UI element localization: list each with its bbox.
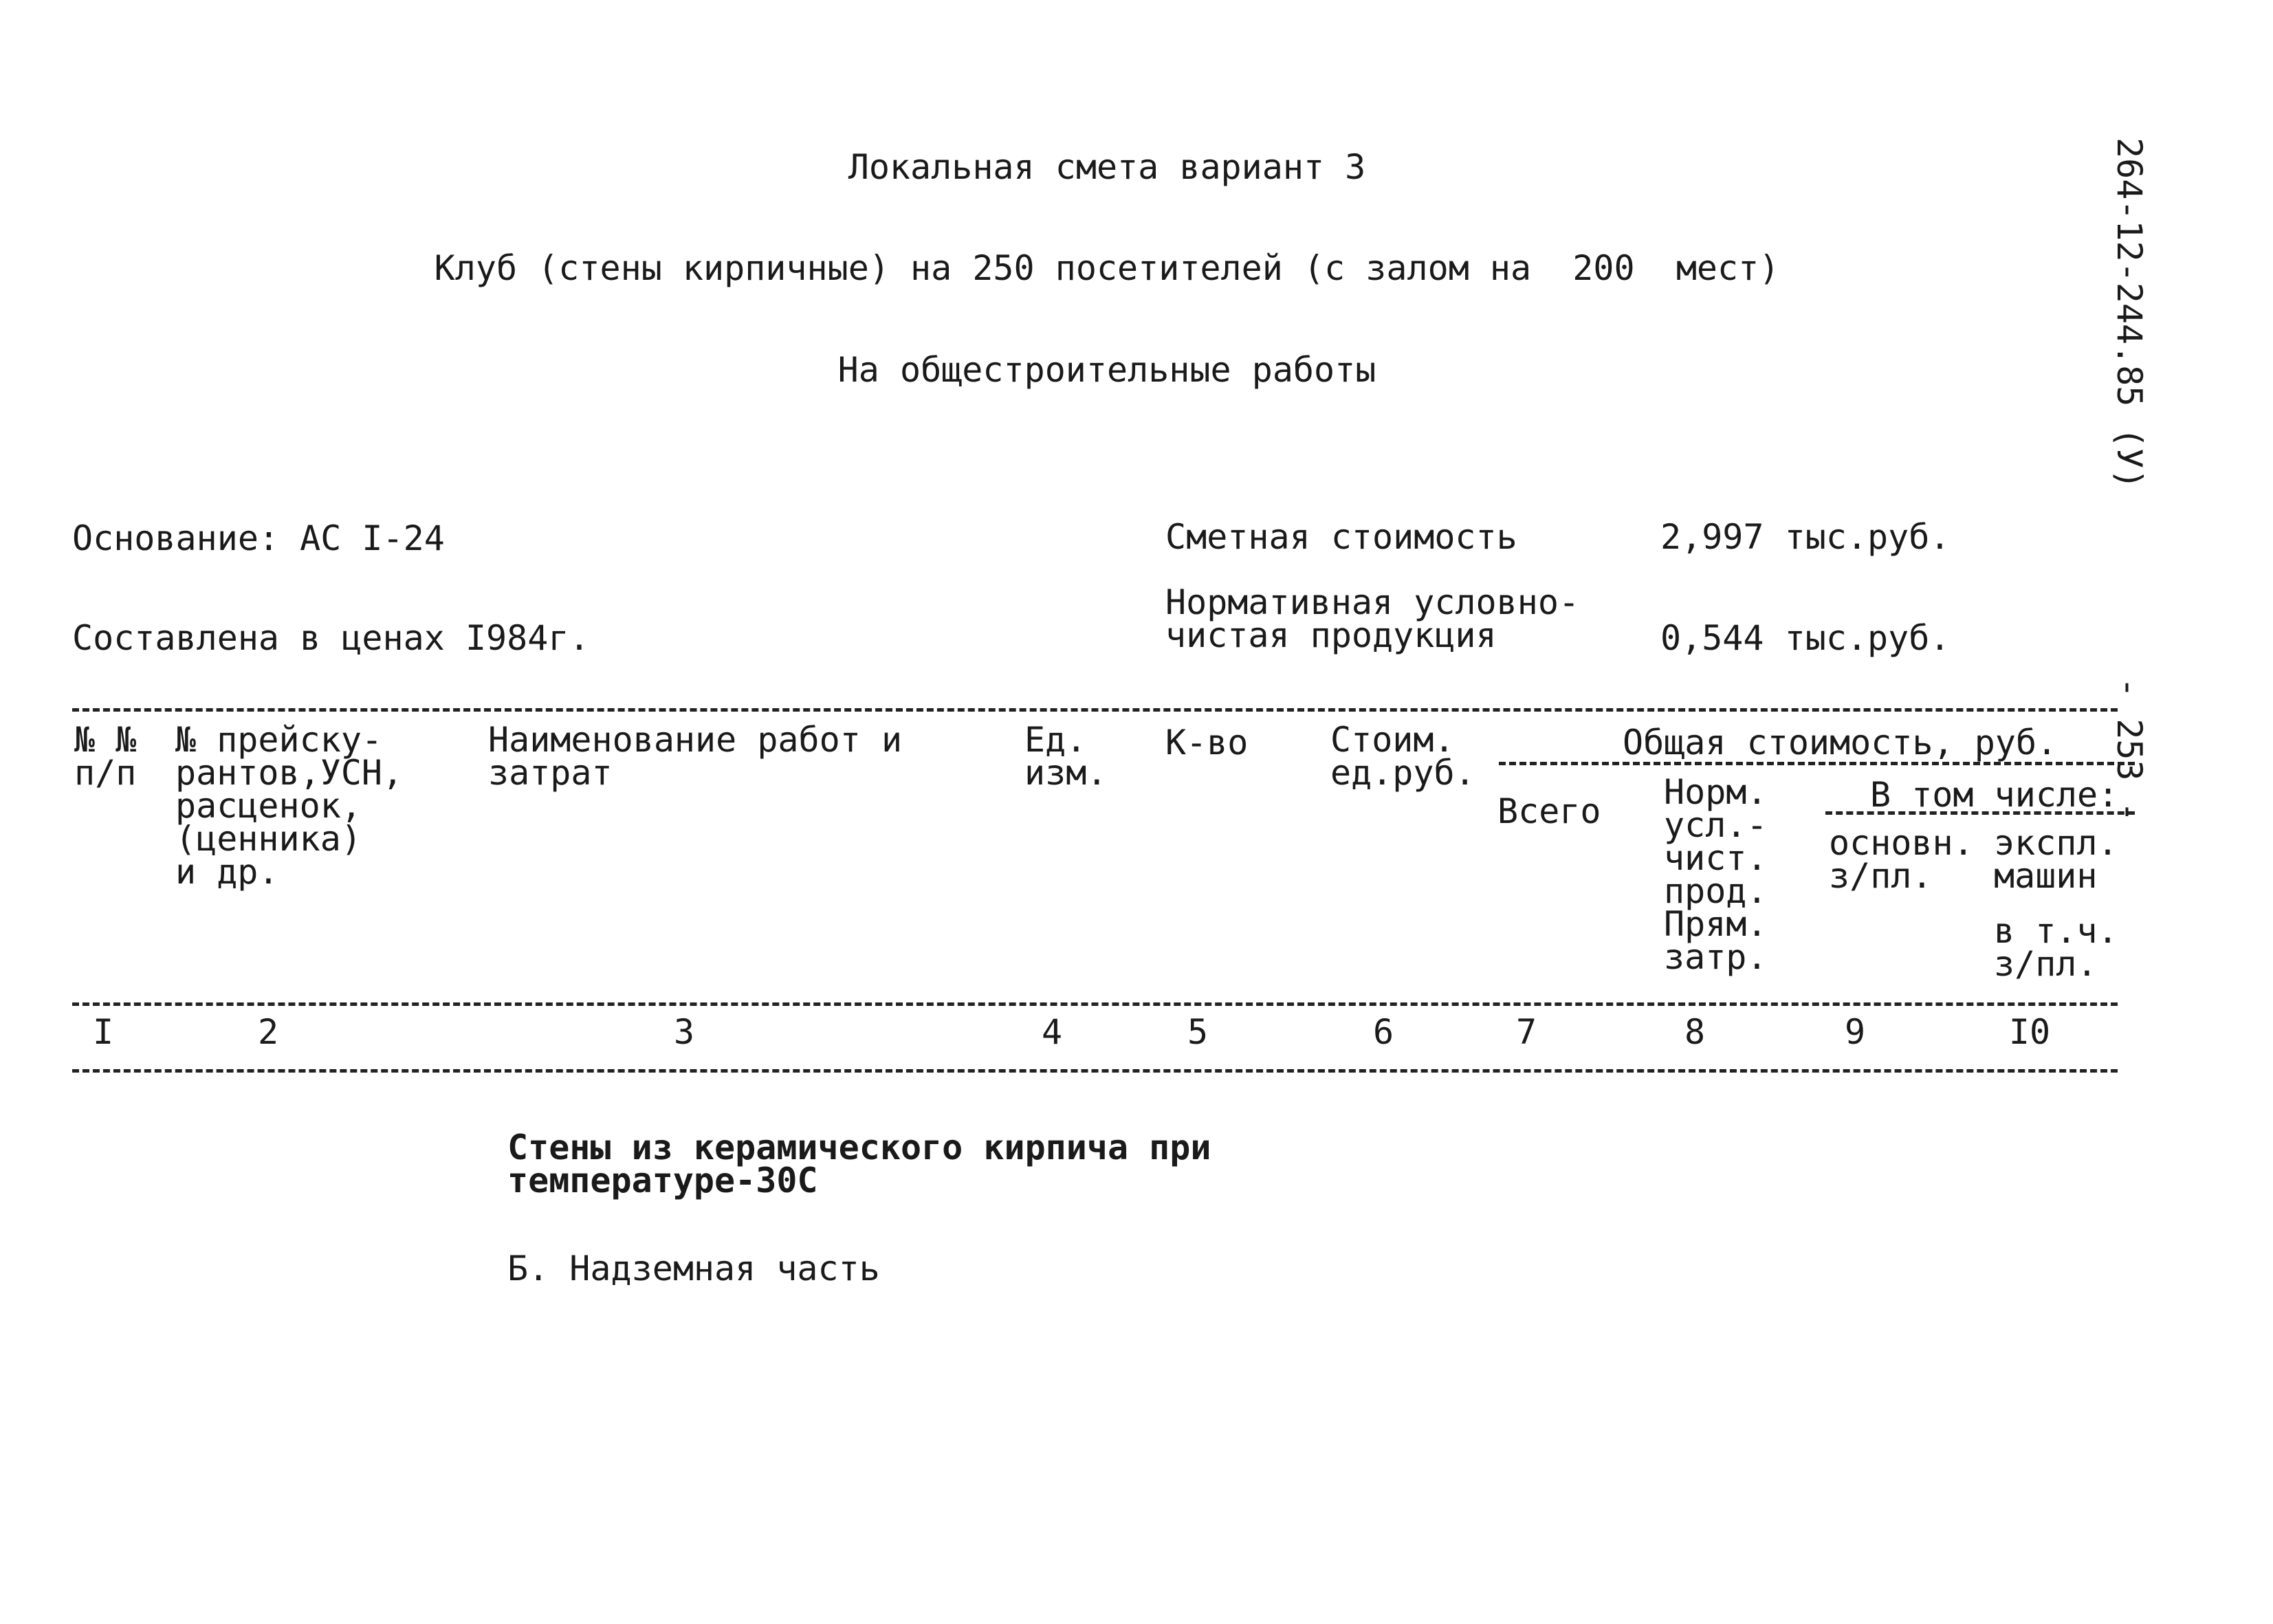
work-group-title: Стены из керамического кирпича при температуре-30С <box>507 1128 1211 1200</box>
page-number: - 253 - <box>2109 677 2149 822</box>
column-number: 4 <box>1041 1012 1063 1052</box>
column-number: 9 <box>1844 1012 1866 1052</box>
column-number: 8 <box>1684 1012 1706 1052</box>
header-including: В том числе: <box>1870 775 2119 815</box>
estimated-cost-value: 2,997 тыс.руб. <box>1660 517 1951 557</box>
header-total-cost: Общая стоимость, руб. <box>1623 723 2058 762</box>
header-total: Всего <box>1497 791 1601 831</box>
column-number: I0 <box>2008 1012 2051 1052</box>
section-name: На общестроительные работы <box>837 350 1376 390</box>
column-number: 2 <box>257 1012 279 1052</box>
header-quantity: К-во <box>1165 723 1249 762</box>
document-code: 264-12-244.85 (У) <box>2109 138 2149 490</box>
normative-product-label: Нормативная условно- чистая продукция <box>1165 582 1580 655</box>
normative-product-value: 0,544 тыс.руб. <box>1660 618 1951 658</box>
column-number: 7 <box>1515 1012 1537 1052</box>
header-unit: Ед. изм. <box>1024 720 1108 793</box>
object-name: Клуб (стены кирпичные) на 250 посетителей (с залом на 200 мест) <box>434 248 1780 288</box>
prices-text: Составлена в ценах I984г. <box>72 618 590 658</box>
header-base-salary: основн. з/пл. <box>1829 823 1974 896</box>
document-title: Локальная смета вариант 3 <box>848 147 1366 187</box>
header-normative-product: Норм. усл.- чист. прод. Прям. затр. <box>1664 772 1768 977</box>
column-number: 3 <box>673 1012 695 1052</box>
table-top-rule <box>72 708 2118 712</box>
header-price-reference: № прейску- рантов,УСН, расценок, (ценника) и др. <box>175 720 404 892</box>
header-machine-salary: в т.ч. з/пл. <box>1994 911 2118 984</box>
header-unit-cost: Стоим. ед.руб. <box>1330 720 1475 793</box>
basis-text: Основание: АС I-24 <box>72 518 445 558</box>
col-numbers-bottom-rule <box>72 1069 2118 1073</box>
header-bottom-rule <box>72 1002 2118 1006</box>
header-work-name: Наименование работ и затрат <box>488 720 903 793</box>
header-row-number: № № п/п <box>74 720 137 793</box>
column-number: I <box>92 1012 114 1052</box>
column-number: 5 <box>1187 1012 1209 1052</box>
column-number: 6 <box>1372 1012 1394 1052</box>
subsection-title: Б. Надземная часть <box>507 1249 880 1288</box>
header-machine-operation: экспл. машин <box>1994 823 2118 896</box>
estimated-cost-label: Сметная стоимость <box>1165 517 1517 557</box>
